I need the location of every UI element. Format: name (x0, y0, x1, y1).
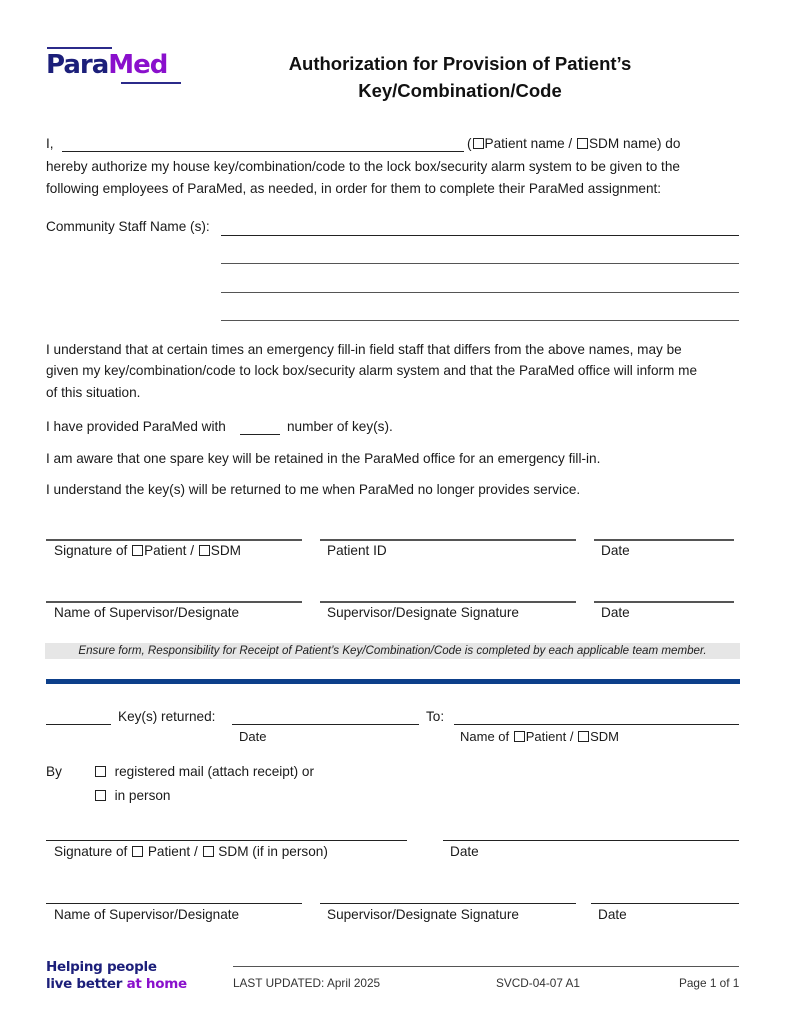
option-in-person[interactable] (94, 786, 170, 806)
paramed-logo (46, 46, 180, 88)
staff-name-field-3[interactable] (221, 292, 739, 293)
by-label: By (46, 764, 62, 779)
logo-med: Med (108, 50, 168, 80)
tagline-part-b: at home (126, 976, 187, 992)
registered-mail-checkbox[interactable] (95, 766, 106, 777)
paren-open: ( (467, 136, 472, 151)
return-date-caption: Date (239, 729, 267, 744)
sig2-sdm-checkbox[interactable] (203, 846, 214, 857)
page-number: Page 1 of 1 (679, 976, 740, 990)
sig2-patient-checkbox[interactable] (132, 846, 143, 857)
return-to-name-field[interactable] (454, 724, 739, 725)
patient-id-field[interactable] (320, 539, 576, 541)
option-registered-mail[interactable] (94, 762, 314, 782)
name-prefix: Name of (460, 729, 513, 744)
sdm-name-option-label: SDM name) do (588, 136, 681, 151)
staff-name-field-1[interactable] (221, 235, 739, 236)
return-keys-statement: I understand the key(s) will be returned to me when ParaMed no longer provides service. (46, 482, 581, 497)
tagline-part-a: live better (46, 976, 127, 992)
supervisor-signature-field-2[interactable] (320, 903, 576, 904)
supervisor-signature-label-2: Supervisor/Designate Signature (327, 907, 519, 922)
date-field-3[interactable] (591, 903, 739, 904)
tagline-line-1: Helping people (46, 959, 157, 975)
logo-bottom-rule (121, 82, 181, 84)
date-field-2[interactable] (594, 601, 734, 603)
patient-name-field[interactable] (62, 151, 464, 152)
date-label-3: Date (598, 907, 627, 922)
sig2-patient-label: Patient / (144, 844, 202, 859)
sig-prefix-2: Signature of (54, 844, 132, 859)
number-of-keys-field[interactable] (240, 434, 280, 435)
supervisor-signature-label: Supervisor/Designate Signature (327, 605, 519, 620)
patient-signature-field[interactable] (46, 539, 302, 541)
return-sdm-label: SDM (590, 729, 619, 744)
date-label-2: Date (601, 605, 630, 620)
patient-signature-label (54, 542, 241, 560)
emergency-line-3: of this situation. (46, 385, 141, 400)
footer-rule (233, 966, 739, 967)
return-sdm-checkbox[interactable] (578, 731, 589, 742)
emergency-line-1: I understand that at certain times an emergency fill-in field staff that differs from the above names, may be (46, 342, 682, 357)
to-label: To: (426, 709, 445, 724)
emergency-line-2: given my key/combination/code to lock box/security alarm system and that the ParaMed office will inform me (46, 363, 698, 378)
patient-name-checkbox[interactable] (473, 138, 484, 149)
date-field-1[interactable] (594, 539, 734, 541)
return-date-field-2[interactable] (443, 840, 739, 841)
title-line-2: Key/Combination/Code (358, 80, 562, 101)
return-date-field[interactable] (232, 724, 419, 725)
section-divider (46, 679, 740, 684)
in-person-checkbox[interactable] (95, 790, 106, 801)
return-date-label: Date (450, 844, 479, 859)
title-line-1: Authorization for Provision of Patient’s (288, 53, 632, 74)
page-title (200, 50, 720, 104)
supervisor-name-field-2[interactable] (46, 903, 302, 904)
return-patient-label: Patient / (525, 729, 578, 744)
patient-name-option-label: Patient name / (484, 136, 576, 151)
intro-line-3: following employees of ParaMed, as needed, in order for them to complete their ParaMed assignment: (46, 181, 662, 196)
sig-patient-checkbox[interactable] (132, 545, 143, 556)
return-patient-checkbox[interactable] (514, 731, 525, 742)
logo-para: Para (46, 50, 109, 80)
supervisor-signature-field[interactable] (320, 601, 576, 603)
note-text: Ensure form, Responsibility for Receipt of Patient’s Key/Combination/Code is completed by each applicable team member. (78, 644, 707, 657)
staff-name-field-2[interactable] (221, 263, 739, 264)
supervisor-name-label-2: Name of Supervisor/Designate (54, 907, 240, 922)
logo-wordmark (46, 50, 167, 80)
return-signature-label (54, 843, 328, 861)
intro-line-2: hereby authorize my house key/combination/code to the lock box/security alarm system to be given to the (46, 159, 680, 174)
return-name-caption (460, 728, 619, 746)
sig-patient-label: Patient / (144, 543, 198, 558)
footer-tagline (46, 959, 187, 993)
supervisor-name-label: Name of Supervisor/Designate (54, 605, 240, 620)
registered-mail-label: registered mail (attach receipt) or (114, 764, 315, 779)
staff-name-label: Community Staff Name (s): (46, 219, 210, 234)
keys-provided-before: I have provided ParaMed with (46, 419, 226, 434)
staff-name-field-4[interactable] (221, 320, 739, 321)
logo-top-rule (47, 47, 112, 49)
sig-sdm-label: SDM (210, 543, 241, 558)
keys-provided-after: number of key(s). (287, 419, 393, 434)
sig-sdm-checkbox[interactable] (199, 545, 210, 556)
in-person-label: in person (114, 788, 171, 803)
intro-i-label: I, (46, 136, 54, 151)
intro-name-type (467, 134, 680, 154)
document-code: SVCD-04-07 A1 (496, 976, 580, 990)
return-signature-field[interactable] (46, 840, 407, 841)
spare-key-statement: I am aware that one spare key will be retained in the ParaMed office for an emergency fill-in. (46, 451, 601, 466)
patient-id-label: Patient ID (327, 543, 387, 558)
sig2-sdm-label: SDM (if in person) (214, 844, 328, 859)
tagline-line-2 (46, 976, 187, 993)
sig-prefix: Signature of (54, 543, 132, 558)
sdm-name-checkbox[interactable] (577, 138, 588, 149)
keys-returned-count-field[interactable] (46, 724, 111, 725)
supervisor-name-field[interactable] (46, 601, 302, 603)
date-label-1: Date (601, 543, 630, 558)
keys-returned-label: Key(s) returned: (118, 709, 216, 724)
last-updated: LAST UPDATED: April 2025 (233, 976, 381, 990)
